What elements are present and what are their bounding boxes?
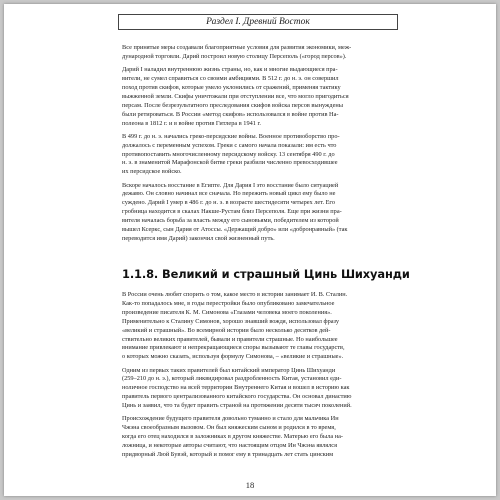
text-line: ложница, и некоторые авторы считают, что настоящим отцом Ин Чжэна являлся: [122, 442, 337, 450]
text-line: В России очень любят спорить о том, какое место в истории занимает И. В. Сталин.: [122, 291, 348, 298]
text-line: выжженной земли. Скифы уничтожали при отступлении все, что могло пригодиться: [122, 92, 349, 100]
text-line: переводится имя Дарий) закончил свой жизненный путь.: [122, 235, 275, 243]
body-text-top: [122, 44, 394, 248]
book-page: [4, 4, 496, 496]
text-line: были ретироваться. В России «метод скифов» использовался в войне против На-: [122, 110, 339, 118]
text-line: Вскоре началось восстание в Египте. Для Дария I это восстание было ситуацией: [122, 181, 339, 189]
text-line: вители, не сумел справиться со своими амбициями. В 512 г. до н. э. он совершил: [122, 75, 339, 83]
text-line: Чжэна своеобразным вызовом. Он был княжеским сыном и родился в то время,: [122, 424, 336, 432]
text-line: Одним из первых таких правителей был китайский император Цинь Шихуанди: [122, 366, 336, 374]
text-line: В 499 г. до н. э. начались греко-персидские войны. Военное противоборство про-: [122, 132, 340, 140]
text-line: ствительно великих правителей, бывали и правители страшные. Но наибольшее: [122, 335, 338, 343]
text-line: вителя началась борьба за власть между его сыновьями, победителем из которой: [122, 217, 339, 225]
text-line: Происхождение будущего правителя довольно туманно и стало для мальчика Ин: [122, 415, 339, 423]
text-line: полеона в 1812 г. и в войне против Гитлера в 1941 г.: [122, 119, 261, 127]
text-line: противопоставить многочисленному персидскому войску. 13 сентября 490 г. до: [122, 150, 335, 158]
text-line: н. э. в знаменитой Марафонской битве греки разбили численно превосходившее: [122, 159, 338, 167]
text-line: их персидское войско.: [122, 168, 182, 176]
text-line: гробница находится в скалах Накше-Рустам близ Персеполя. Еще при жизни пра-: [122, 208, 342, 216]
paragraph: [122, 415, 394, 460]
text-line: (259–210 до н. э.), который ликвидировал раздробленность Китая, установил еди-: [122, 375, 342, 383]
paragraph: [122, 66, 394, 128]
running-header: [118, 14, 398, 30]
text-line: Как-то попадалось мне, в годы перестройки было опубликовано замечательное: [122, 299, 335, 307]
text-line: правитель первого централизованного китайского государства. Он основал династию: [122, 393, 352, 401]
text-line: персам. После безрезультатного преследования скифов войска персов вынуждены: [122, 101, 343, 109]
text-line: дународной торговли. Дарий построил новую столицу Персеполь («город персов»).: [122, 52, 347, 60]
text-line: Дарий I наладил внутреннюю жизнь страны, но, как и многие выдающиеся пра-: [122, 66, 338, 74]
text-line: ноличное господство на всей территории Внутреннего Китая и вошел в историю как: [122, 384, 350, 392]
paragraph: [122, 291, 394, 362]
text-line: Применительно к Сталину Симонов, хорошо знавший вождя, использовал фразу: [122, 317, 340, 325]
text-line: придворный Люй Бувэй, который и помог ему в тринадцать лет стать цинским: [122, 451, 334, 458]
text-line: внимание привлекают и непрекращающиеся споры вызывают те главы государств,: [122, 344, 345, 352]
text-line: когда его отец находился в заложниках в другом княжестве. Матерью его была на-: [122, 433, 344, 441]
text-line: суждено. Дарий I умер в 486 г. до н. э. в возрасте шестидесяти четырех лет. Его: [122, 199, 336, 207]
paragraph: [122, 367, 394, 412]
text-line: поход против скифов, которые умело уклонились от сражений, применяя тактику: [122, 83, 341, 91]
text-line: «великий и страшный». Во всемирной истории было несколько десятков дей-: [122, 326, 331, 334]
text-line: Все принятые меры создавали благоприятные условия для развития экономики, меж-: [122, 44, 352, 51]
section-heading: 1.1.8. Великий и страшный Цинь Шихуанди: [122, 267, 410, 281]
running-header-title: Раздел I. Древний Восток: [206, 17, 310, 27]
body-text-bottom: [122, 291, 394, 464]
paragraph: [122, 133, 394, 178]
text-line: должалось с переменным успехом. Греки с самого начала показали: им есть что: [122, 141, 337, 149]
text-line: вышел Ксеркс, сын Дария от Атоссы. «Держащий добро» или «добронравный» (так: [122, 226, 348, 234]
text-line: дежавю. Он словно начинал все сначала. Но пережить новый цикл ему было не: [122, 190, 336, 198]
page-number: 18: [245, 480, 255, 490]
text-line: о которых можно сказать, используя формулу Симонова, – «великие и страшные».: [122, 353, 344, 361]
paragraph: [122, 44, 394, 62]
text-line: произведение писателя К. М. Симонова «Глазами человека моего поколения».: [122, 308, 332, 316]
paragraph: [122, 182, 394, 244]
text-line: Цинь и заявил, что та будет править страной на протяжении десяти тысяч поколений.: [122, 402, 352, 410]
